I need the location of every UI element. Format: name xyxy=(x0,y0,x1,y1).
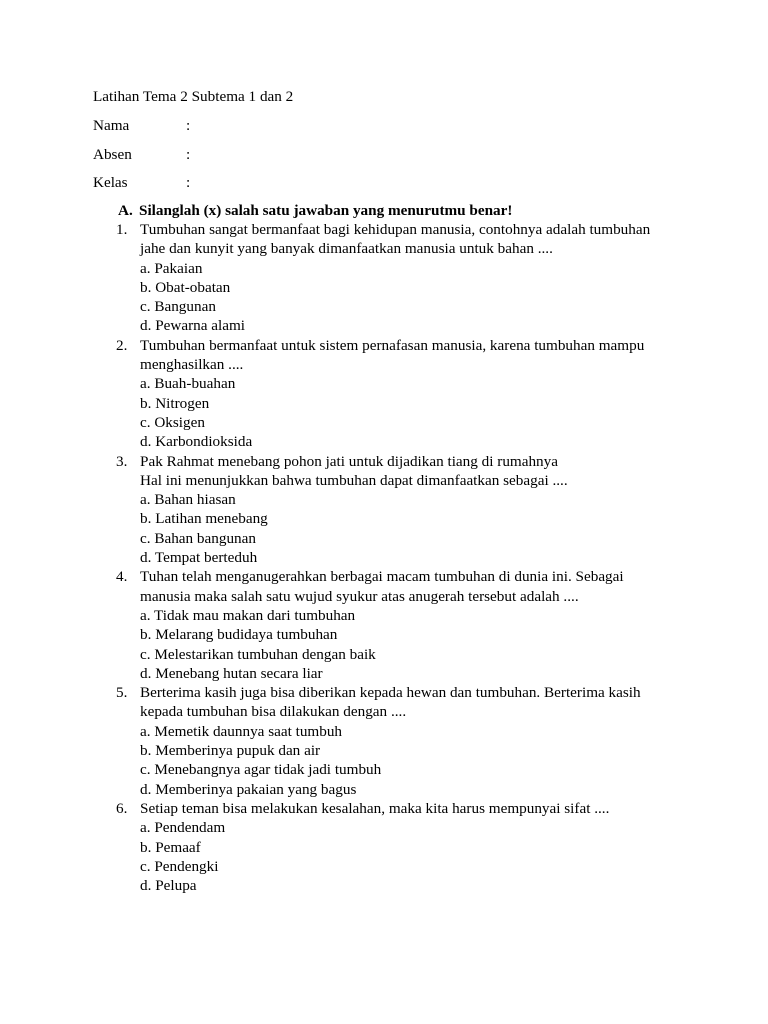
question-text: Tumbuhan bermanfaat untuk sistem pernafasan manusia, karena tumbuhan mampu xyxy=(140,336,645,354)
question-text: Pak Rahmat menebang pohon jati untuk dijadikan tiang di rumahnya xyxy=(140,452,558,470)
question-item xyxy=(116,336,676,452)
answer-option[interactable]: d. Pewarna alami xyxy=(140,317,246,335)
answer-option[interactable]: c. Melestarikan tumbuhan dengan baik xyxy=(140,645,376,663)
answer-option[interactable]: c. Bangunan xyxy=(140,298,216,316)
question-item xyxy=(116,799,676,895)
question-text: Tuhan telah menganugerahkan berbagai macam tumbuhan di dunia ini. Sebagai xyxy=(140,568,624,586)
section-letter: A. xyxy=(118,202,133,219)
answer-option[interactable]: b. Latihan menebang xyxy=(140,510,268,528)
answer-option[interactable]: a. Bahan hiasan xyxy=(140,491,236,509)
answer-option[interactable]: a. Tidak mau makan dari tumbuhan xyxy=(140,606,356,624)
answer-option[interactable]: d. Memberinya pakaian yang bagus xyxy=(140,780,357,798)
field-colon: : xyxy=(186,174,191,191)
question-number: 4. xyxy=(116,568,128,586)
answer-option[interactable]: d. Tempat berteduh xyxy=(140,549,258,567)
answer-option[interactable]: b. Memberinya pupuk dan air xyxy=(140,742,321,760)
question-text: Hal ini menunjukkan bahwa tumbuhan dapat dimanfaatkan sebagai .... xyxy=(140,471,568,489)
field-kelas xyxy=(93,173,191,192)
question-item xyxy=(116,567,676,683)
question-number: 3. xyxy=(116,452,128,470)
answer-option[interactable]: d. Pelupa xyxy=(140,877,197,895)
question-number: 1. xyxy=(116,221,128,238)
answer-option[interactable]: c. Menebangnya agar tidak jadi tumbuh xyxy=(140,761,382,779)
answer-option[interactable]: a. Pendendam xyxy=(140,819,226,837)
answer-option[interactable]: a. Pakaian xyxy=(140,259,203,277)
field-colon: : xyxy=(186,146,191,163)
field-nama xyxy=(93,116,191,135)
question-item xyxy=(116,683,676,799)
answer-option[interactable]: b. Nitrogen xyxy=(140,394,210,412)
field-absen xyxy=(93,145,191,164)
question-text: Tumbuhan sangat bermanfaat bagi kehidupan manusia, contohnya adalah tumbuhan xyxy=(140,221,651,238)
answer-option[interactable]: d. Karbondioksida xyxy=(140,433,253,451)
question-text: manusia maka salah satu wujud syukur atas anugerah tersebut adalah .... xyxy=(140,587,579,605)
question-list xyxy=(116,220,676,895)
answer-option[interactable]: a. Memetik daunnya saat tumbuh xyxy=(140,722,343,740)
answer-option[interactable]: c. Oksigen xyxy=(140,413,205,431)
question-text: jahe dan kunyit yang banyak dimanfaatkan manusia untuk bahan .... xyxy=(140,240,553,258)
field-label: Absen xyxy=(93,146,132,163)
answer-option[interactable]: c. Pendengki xyxy=(140,857,219,875)
section-instruction: Silanglah (x) salah satu jawaban yang menurutmu benar! xyxy=(139,202,513,219)
field-colon: : xyxy=(186,117,191,134)
question-number: 2. xyxy=(116,336,128,354)
field-label: Kelas xyxy=(93,174,128,191)
answer-option[interactable]: b. Obat-obatan xyxy=(140,278,231,296)
answer-option[interactable]: d. Menebang hutan secara liar xyxy=(140,664,323,682)
answer-option[interactable]: a. Buah-buahan xyxy=(140,375,236,393)
question-text: kepada tumbuhan bisa dilakukan dengan .... xyxy=(140,703,407,721)
field-label: Nama xyxy=(93,117,130,134)
worksheet-title: Latihan Tema 2 Subtema 1 dan 2 xyxy=(93,88,294,105)
question-item xyxy=(116,452,676,568)
question-text: menghasilkan .... xyxy=(140,356,244,374)
question-text: Berterima kasih juga bisa diberikan kepada hewan dan tumbuhan. Berterima kasih xyxy=(140,684,641,702)
answer-option[interactable]: b. Pemaaf xyxy=(140,838,201,856)
question-number: 5. xyxy=(116,684,128,702)
question-text: Setiap teman bisa melakukan kesalahan, maka kita harus mempunyai sifat .... xyxy=(140,799,610,817)
answer-option[interactable]: b. Melarang budidaya tumbuhan xyxy=(140,626,338,644)
question-item xyxy=(116,220,676,336)
question-number: 6. xyxy=(116,799,128,817)
answer-option[interactable]: c. Bahan bangunan xyxy=(140,529,256,547)
